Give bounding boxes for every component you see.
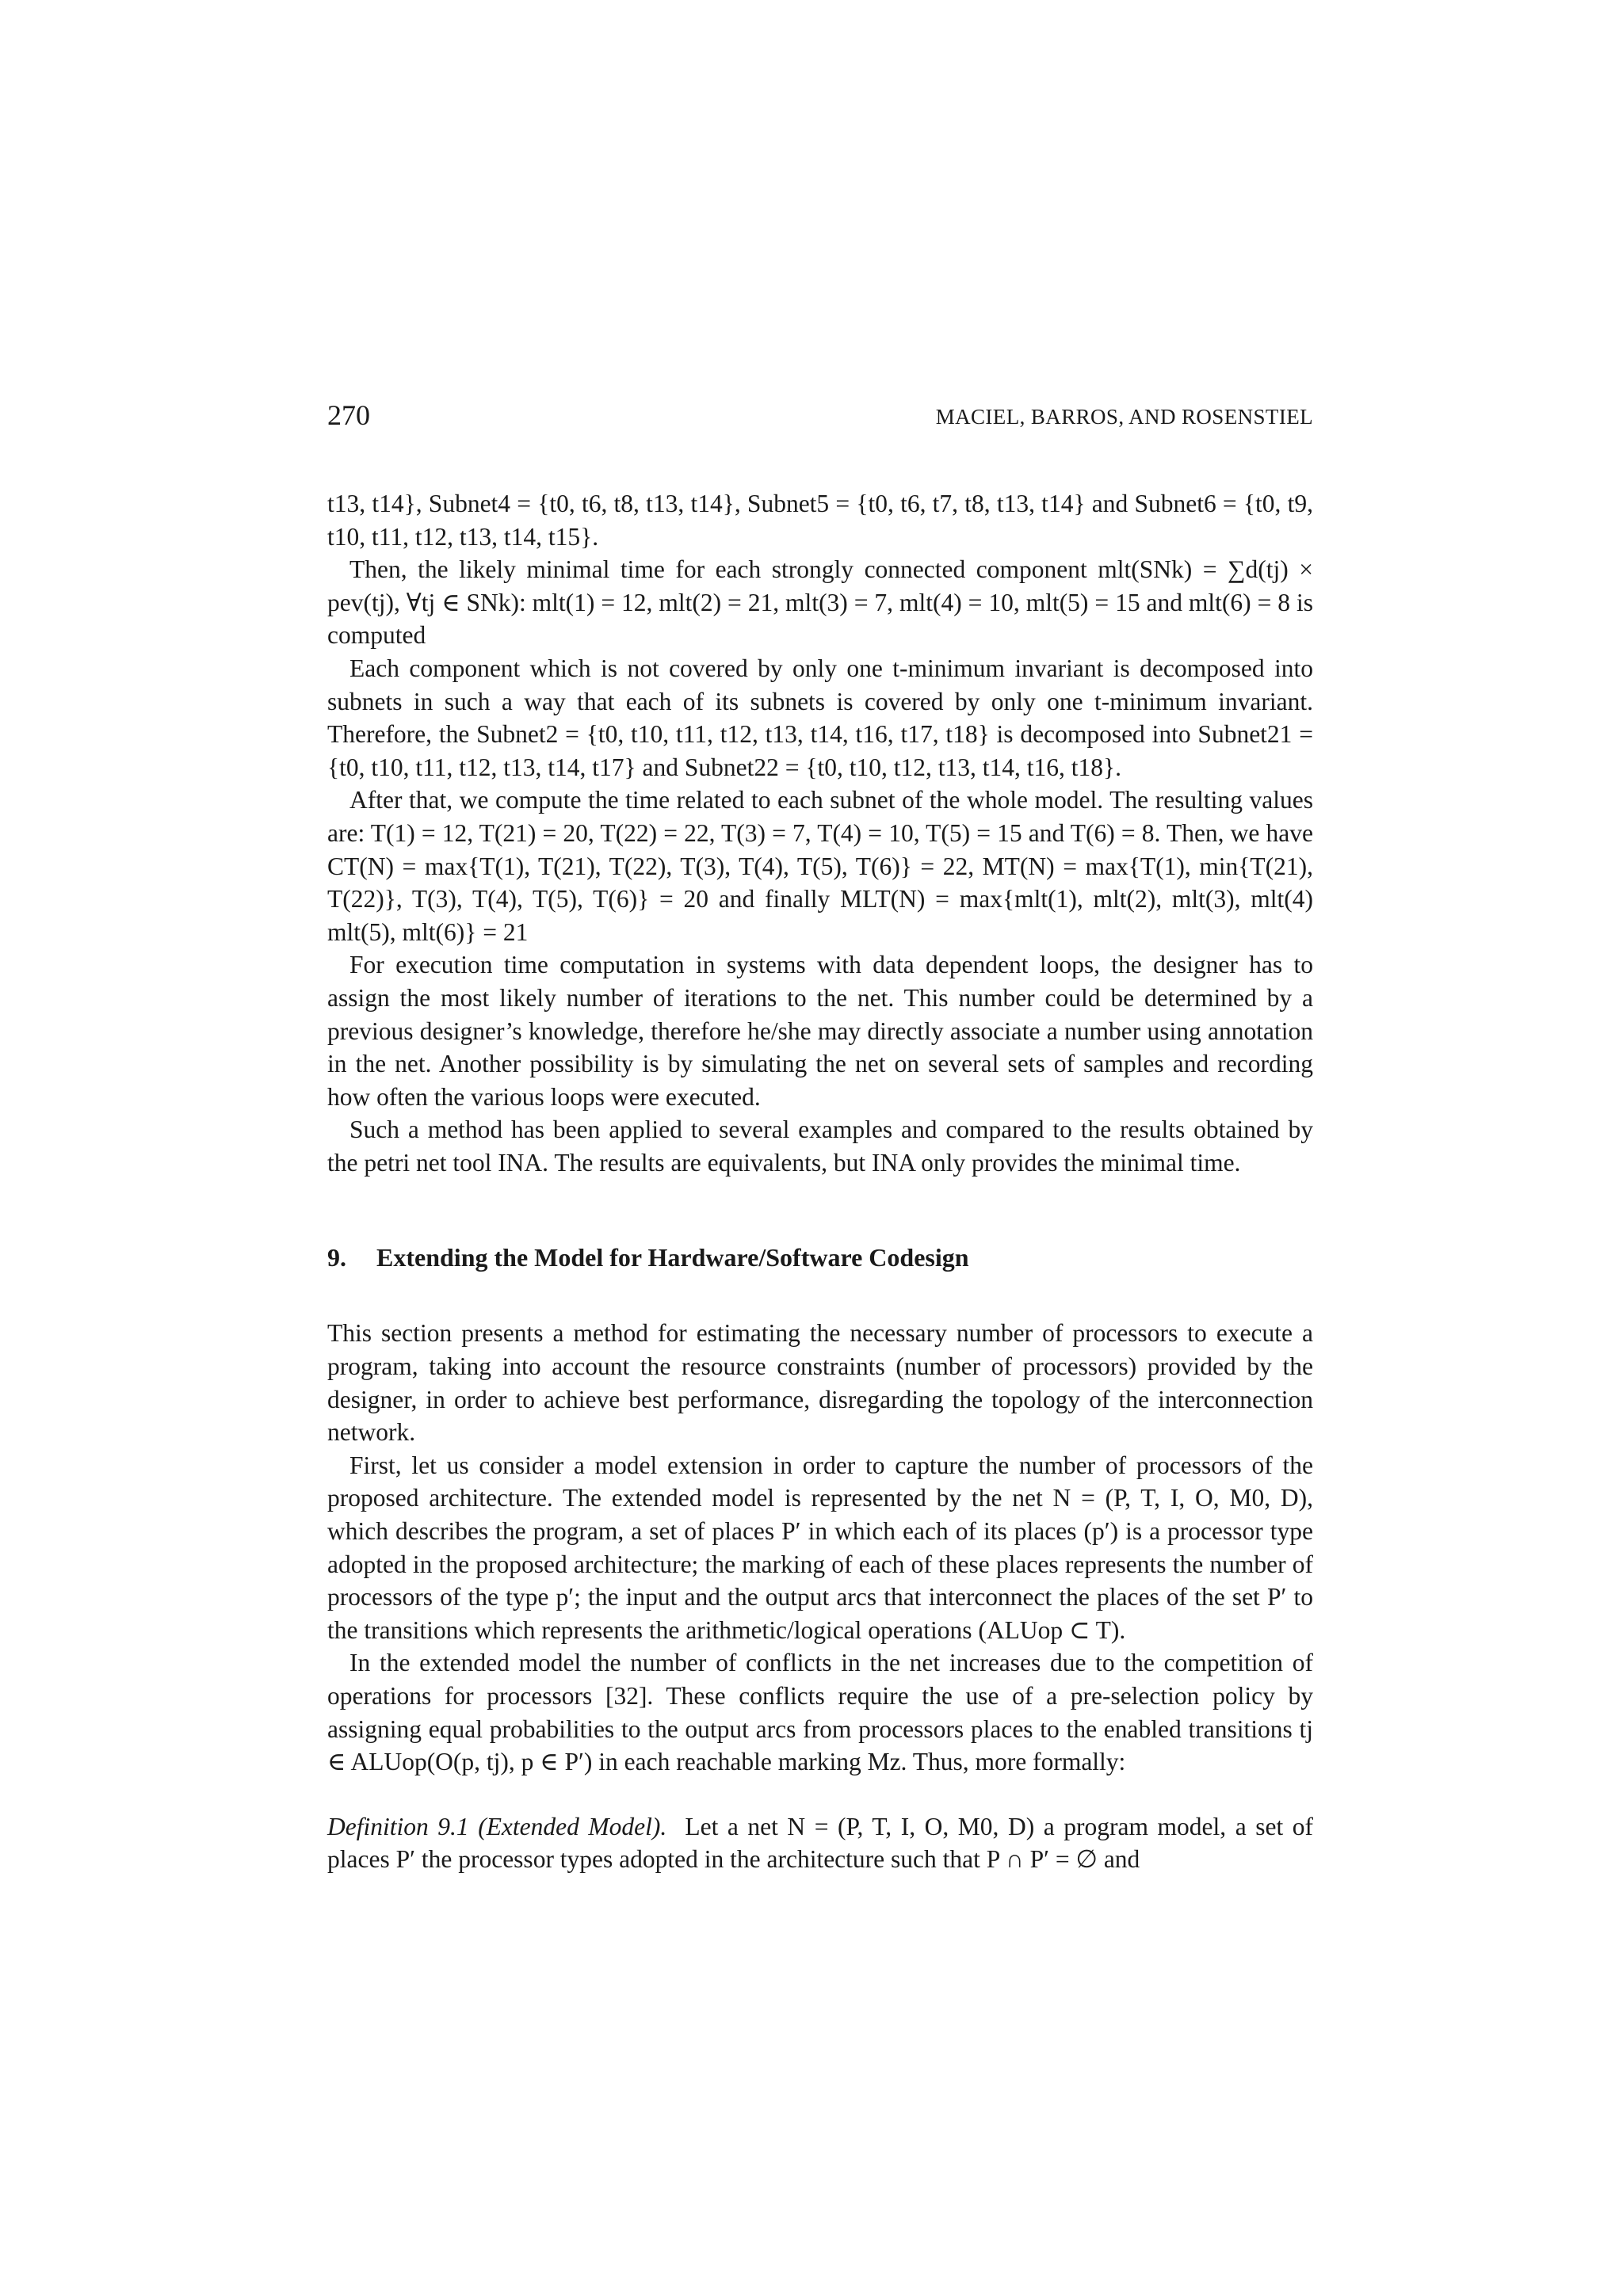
paragraph-ina-comparison: Such a method has been applied to several examples and compared to the results obtained by the petri net tool INA. The results are equivalents, but INA only provides the minimal time. <box>327 1116 1313 1177</box>
running-head <box>327 398 1313 433</box>
definition-title: Definition 9.1 (Extended Model). <box>327 1812 667 1840</box>
section-heading <box>327 1241 1313 1274</box>
paragraph-subnet-decomposition: Each component which is not covered by only one t-minimum invariant is decomposed into subnets in such a way that each of its subnets is covered by only one t-minimum invariant. Therefore, the Subnet2 = {t0, t10, t11, t12, t13, t14, t16, t17, t18} is decomposed into Subnet21 = {t0, t10, t11, t12, t13, t14, t17} and Subnet22 = {t0, t10, t12, t13, t14, t16, t18}. <box>327 654 1313 781</box>
definition-text: Let a net N = (P, T, I, O, M0, D) a program model, a set of places P′ the processor types adopted in the architecture such that P ∩ P′ = ∅ and <box>327 1812 1313 1874</box>
page-number: 270 <box>327 399 370 431</box>
paragraph-subnet-list: t13, t14}, Subnet4 = {t0, t6, t8, t13, t14}, Subnet5 = {t0, t6, t7, t8, t13, t14} and Subnet6 = {t0, t9, t10, t11, t12, t13, t14, t15}. <box>327 490 1313 551</box>
running-title: MACIEL, BARROS, AND ROSENSTIEL <box>935 405 1313 429</box>
body-text <box>327 487 1313 1876</box>
paragraph-subnet-times: After that, we compute the time related to each subnet of the whole model. The resulting values are: T(1) = 12, T(21) = 20, T(22) = 22, T(3) = 7, T(4) = 10, T(5) = 15 and T(6) = 8. Then, we have CT(N) = max{T(1), T(21), T(22), T(3), T(4), T(5), T(6)} = 22, MT(N) = max{T(1), min{T(21), T(22)}, T(3), T(4), T(5), T(6)} = 20 and finally MLT(N) = max{mlt(1), mlt(2), mlt(3), mlt(4) mlt(5), mlt(6)} = 21 <box>327 786 1313 946</box>
section-title: Extending the Model for Hardware/Software Codesign <box>376 1243 969 1272</box>
paragraph-model-extension: First, let us consider a model extension in order to capture the number of processors of the proposed architecture. The extended model is represented by the net N = (P, T, I, O, M0, D), which describes the program, a set of places P′ in which each of its places (p′) is a processor type adopted in the proposed architecture; the marking of each of these places represents the number of processors of the type p′; the input and the output arcs that interconnect the places of the set P′ to the transitions which represents the arithmetic/logical operations (ALUop ⊂ T). <box>327 1451 1313 1644</box>
paragraph-conflicts: In the extended model the number of conflicts in the net increases due to the competition of operations for processors [32]. These conflicts require the use of a pre-selection policy by assigning equal probabilities to the output arcs from processors places to the enabled transitions tj ∈ ALUop(O(p, tj), p ∈ P′) in each reachable marking Mz. Thus, more formally: <box>327 1649 1313 1776</box>
paragraph-likely-minimal-time: Then, the likely minimal time for each strongly connected component mlt(SNk) = ∑d(tj) × pev(tj), ∀tj ∈ SNk): mlt(1) = 12, mlt(2) = 21, mlt(3) = 7, mlt(4) = 10, mlt(5) = 15 and mlt(6) = 8 is computed <box>327 555 1313 650</box>
paragraph-data-dependent-loops: For execution time computation in systems with data dependent loops, the designer has to assign the most likely number of iterations to the net. This number could be determined by a previous designer’s knowledge, therefore he/she may directly associate a number using annotation in the net. Another possibility is by simulating the net on several sets of samples and recording how often the various loops were executed. <box>327 951 1313 1111</box>
section-number: 9. <box>327 1243 346 1272</box>
definition-extended-model <box>327 1810 1313 1876</box>
paragraph-section-intro: This section presents a method for estimating the necessary number of processors to execute a program, taking into account the resource constraints (number of processors) provided by the designer, in order to achieve best performance, disregarding the topology of the interconnection network. <box>327 1319 1313 1447</box>
